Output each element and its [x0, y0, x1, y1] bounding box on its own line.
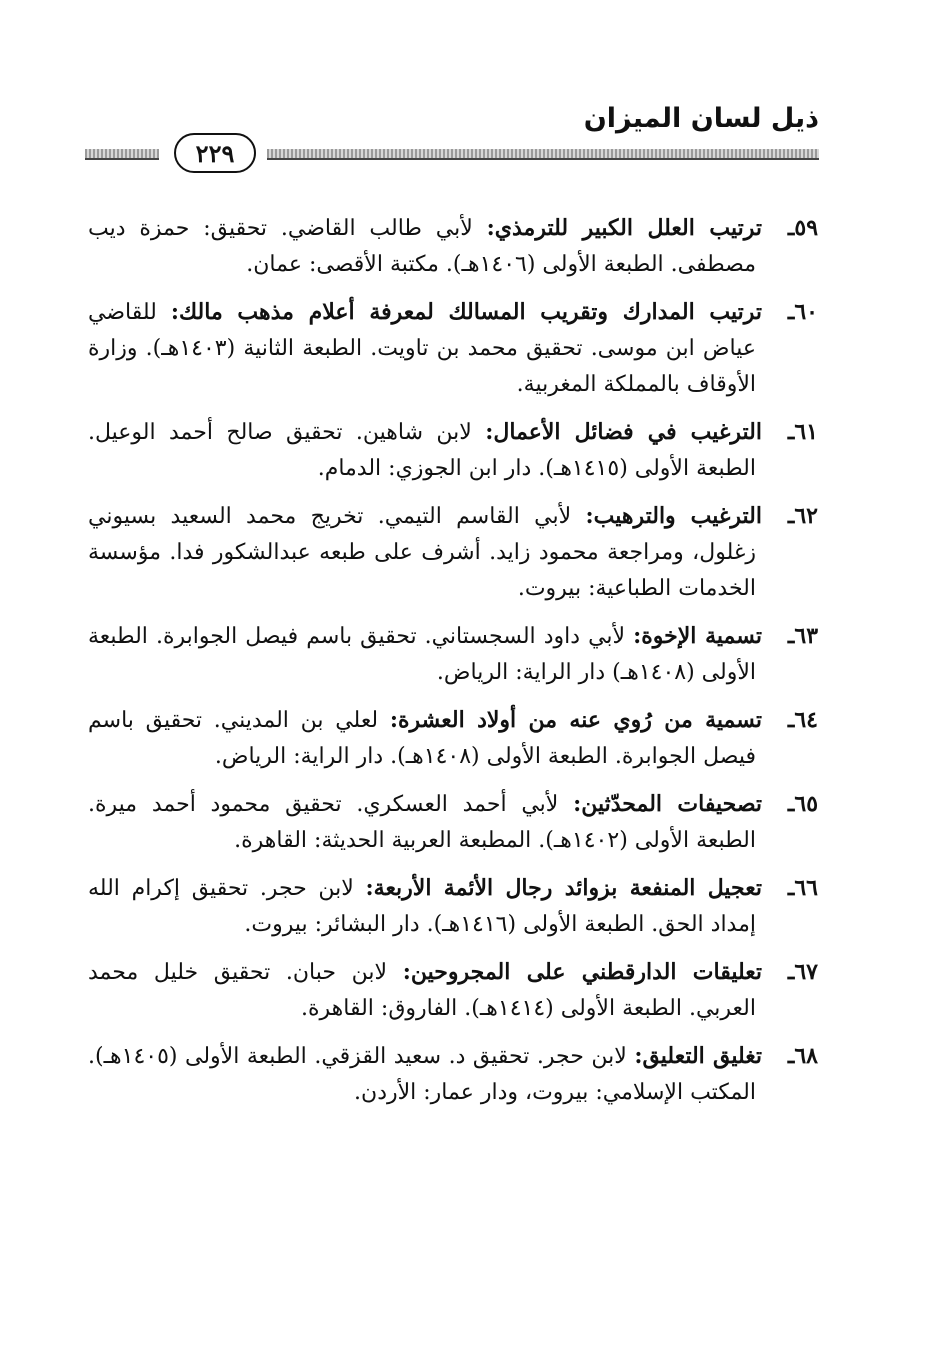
- bibliography-entry: [88, 498, 818, 607]
- entry-details: لابن شاهين. تحقيق صالح أحمد الوعيل. الطبعة الأولى (١٤١٥هـ). دار ابن الجوزي: الدمام.: [88, 420, 756, 481]
- entry-title: الترغيب والترهيب:: [585, 503, 762, 529]
- header-rule-right: [267, 149, 819, 160]
- entry-number: ٦٨ـ: [787, 1043, 818, 1069]
- entry-number: ٦٣ـ: [787, 623, 819, 649]
- entry-title: تصحيفات المحدّثين:: [573, 791, 763, 817]
- entry-title: ترتيب العلل الكبير للترمذي:: [486, 215, 763, 241]
- entry-number: ٦١ـ: [787, 419, 818, 445]
- page-header: [85, 95, 819, 175]
- entry-details: لأبي أحمد العسكري. تحقيق محمود أحمد ميرة. الطبعة الأولى (١٤٠٢هـ). المطبعة العربية الحديثة: القاهرة.: [88, 792, 756, 853]
- entry-title: تسمية الإخوة:: [633, 623, 763, 649]
- bibliography-entry: [88, 702, 818, 775]
- entry-title: تسمية من رُوي عنه من أولاد العشرة:: [389, 707, 762, 733]
- bibliography-entry: [88, 210, 818, 283]
- entry-details: لابن حجر. تحقيق إكرام الله إمداد الحق. الطبعة الأولى (١٤١٦هـ). دار البشائر: بيروت.: [88, 876, 756, 937]
- entry-number: ٦٤ـ: [787, 707, 818, 733]
- page-number: ٢٢٩: [174, 133, 256, 173]
- entry-number: ٦٥ـ: [787, 791, 819, 817]
- entry-details: للقاضي عياض ابن موسى. تحقيق محمد بن تاويت. الطبعة الثانية (١٤٠٣هـ). وزارة الأوقاف بالمملكة المغربية.: [88, 300, 756, 397]
- header-rule-left: [85, 149, 159, 160]
- bibliography-entry: [88, 414, 818, 487]
- entry-title: ترتيب المدارك وتقريب المسالك لمعرفة أعلام مذهب مالك:: [170, 299, 762, 325]
- entry-number: ٦٢ـ: [787, 503, 818, 529]
- entry-details: لأبي داود السجستاني. تحقيق باسم فيصل الجوابرة. الطبعة الأولى (١٤٠٨هـ) دار الراية: الرياض.: [88, 624, 756, 685]
- entry-title: تعجيل المنفعة بزوائد رجال الأئمة الأربعة:: [365, 875, 762, 901]
- entry-title: تغليق التعليق:: [634, 1043, 762, 1069]
- bibliography-entry: [88, 294, 818, 403]
- bibliography-entry: [88, 786, 818, 859]
- bibliography-list: [88, 210, 818, 1122]
- entry-number: ٥٩ـ: [787, 215, 819, 241]
- bibliography-entry: [88, 954, 818, 1027]
- entry-title: الترغيب في فضائل الأعمال:: [485, 419, 762, 445]
- entry-details: لعلي بن المديني. تحقيق باسم فيصل الجوابرة. الطبعة الأولى (١٤٠٨هـ). دار الراية: الرياض.: [88, 708, 756, 769]
- entry-details: لأبي طالب القاضي. تحقيق: حمزة ديب مصطفى. الطبعة الأولى (١٤٠٦هـ). مكتبة الأقصى: عمان.: [88, 216, 756, 277]
- entry-title: تعليقات الدارقطني على المجروحين:: [402, 959, 762, 985]
- entry-details: لابن حبان. تحقيق خليل محمد العربي. الطبعة الأولى (١٤١٤هـ). الفاروق: القاهرة.: [88, 960, 756, 1021]
- entry-details: لأبي القاسم التيمي. تخريج محمد السعيد بسيوني زغلول، ومراجعة محمود زايد. أشرف على طبعه عبدالشكور فدا. مؤسسة الخدمات الطباعية: بيروت.: [88, 504, 756, 601]
- entry-details: لابن حجر. تحقيق د. سعيد القزقي. الطبعة الأولى (١٤٠٥هـ). المكتب الإسلامي: بيروت، ودار عمار: الأردن.: [88, 1044, 756, 1105]
- bibliography-entry: [88, 618, 818, 691]
- bibliography-entry: [88, 1038, 818, 1111]
- entry-number: ٦٧ـ: [787, 959, 818, 985]
- bibliography-entry: [88, 870, 818, 943]
- entry-number: ٦٦ـ: [787, 875, 818, 901]
- running-title: ذيل لسان الميزان: [583, 103, 819, 134]
- entry-number: ٦٠ـ: [787, 299, 818, 325]
